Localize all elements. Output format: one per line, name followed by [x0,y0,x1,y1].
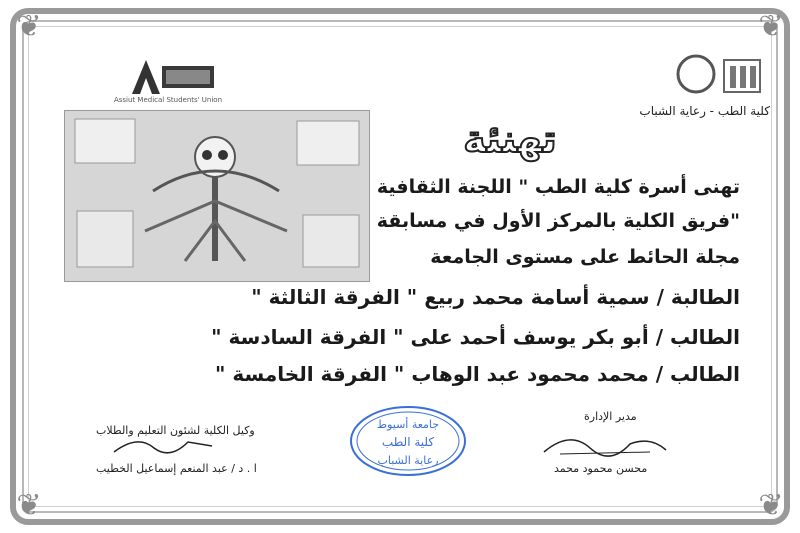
congrats-line: تهنى أسرة كلية الطب " اللجنة الثقافية [376,176,740,198]
student-union-logo [118,56,218,98]
seal-line: رعاية الشباب [377,454,439,467]
faculty-header-text: كلية الطب - رعاية الشباب [639,104,770,118]
student-line: الطالبة / سمية أسامة محمد ربيع " الفرقة الثالثة " [251,285,740,309]
signature-left [108,432,218,462]
signature-name-right: محسن محمود محمد [554,462,648,475]
ornament-corner-icon: ❦ [16,488,42,523]
congrats-line: مجلة الحائط على مستوى الجامعة [430,246,740,268]
logo-caption: Assiut Medical Students' Union [113,96,223,104]
signature-name-left: ا . د / عبد المنعم إسماعيل الخطيب [96,462,257,475]
signature-title-right: مدير الإدارة [584,410,637,423]
university-seal-stamp [348,404,468,478]
student-line: الطالب / محمد محمود عبد الوهاب " الفرقة الخامسة " [215,362,740,386]
ornament-corner-icon: ❦ [758,9,784,44]
signature-title-left: وكيل الكلية لشئون التعليم والطلاب [96,424,255,437]
seal-line: كلية الطب [381,435,435,449]
student-line: الطالب / أبو بكر يوسف أحمد على " الفرقة السادسة " [211,325,740,349]
certificate-title: تهنئة [463,117,557,161]
seal-line: جامعة أسيوط [376,418,440,431]
faculty-logo [676,50,768,98]
ornament-corner-icon: ❦ [758,488,784,523]
ornament-corner-icon: ❦ [16,9,42,44]
signature-right [540,426,670,460]
congrats-line: "فريق الكلية بالمركز الأول في مسابقة [376,210,740,232]
